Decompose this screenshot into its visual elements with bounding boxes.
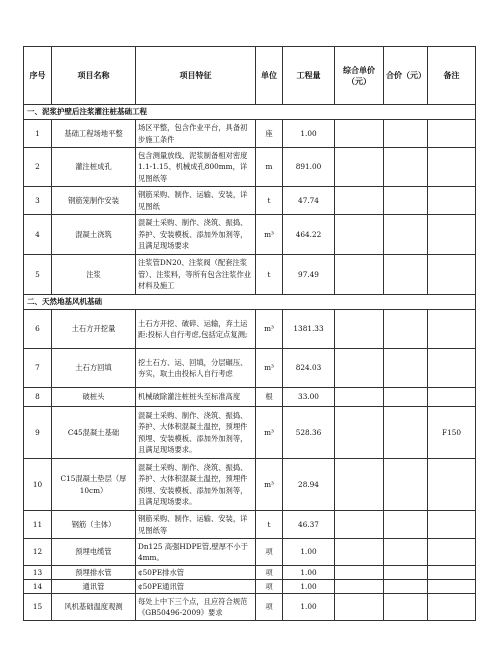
row-unit-price	[335, 148, 384, 187]
row-name: 预埋电缆管	[52, 539, 136, 566]
row-unit: 项	[256, 594, 283, 621]
row-unit-price	[335, 566, 384, 580]
header-unit: 单位	[256, 47, 283, 105]
row-no: 4	[24, 215, 52, 255]
table-row	[24, 594, 476, 621]
table-row	[24, 349, 476, 388]
row-unit: m³	[256, 349, 283, 388]
row-name: 灌注桩成孔	[52, 148, 136, 187]
row-feature: 土石方开挖、破碎、运输，弃土运距:投标人自行考虑,包括定点复测;	[136, 310, 256, 349]
row-total	[384, 310, 428, 349]
section-row	[24, 295, 476, 310]
row-feature: 挖土石方、运、回填，分层碾压、夯实，取土由投标人自行考虑	[136, 349, 256, 388]
row-qty: 1381.33	[283, 310, 335, 349]
row-qty: 1.00	[283, 594, 335, 621]
row-name: 风机基础温度观测	[52, 594, 136, 621]
section-title: 二、天然地基风机基础	[24, 295, 476, 310]
row-no: 13	[24, 566, 52, 580]
row-total	[384, 594, 428, 621]
row-remark	[428, 148, 476, 187]
row-feature: 混凝土采购、制作、浇筑、振捣、养护、大体积混凝土温控，预埋件预埋、安装模板、添加外加剂等，且满足现场要求。	[136, 459, 256, 511]
row-no: 9	[24, 407, 52, 459]
row-remark	[428, 566, 476, 580]
table-row	[24, 215, 476, 255]
row-unit-price	[335, 215, 384, 255]
row-name: C15混凝土垫层（厚10cm）	[52, 459, 136, 511]
row-unit: t	[256, 255, 283, 295]
row-feature: 钢筋采购、制作、运输、安装，详见图纸	[136, 187, 256, 215]
row-unit: 根	[256, 388, 283, 407]
row-unit: 项	[256, 566, 283, 580]
table-row	[24, 310, 476, 349]
row-total	[384, 566, 428, 580]
row-remark	[428, 580, 476, 594]
row-no: 12	[24, 539, 52, 566]
row-unit-price	[335, 594, 384, 621]
row-total	[384, 580, 428, 594]
row-unit: m³	[256, 215, 283, 255]
row-qty: 528.36	[283, 407, 335, 459]
row-no: 1	[24, 120, 52, 148]
row-total	[384, 187, 428, 215]
row-qty: 28.94	[283, 459, 335, 511]
section-title: 一、泥浆护壁后注浆灌注桩基础工程	[24, 105, 476, 120]
header-feature: 项目特征	[136, 47, 256, 105]
row-name: 土石方开挖量	[52, 310, 136, 349]
row-name: 注浆	[52, 255, 136, 295]
row-feature: ¢50PE排水管	[136, 566, 256, 580]
row-feature: 混凝土采购、制作、浇筑、振捣、养护、大体积混凝土温控，预埋件预埋、安装模板、添加外加剂等，且满足现场要求。	[136, 407, 256, 459]
row-total	[384, 148, 428, 187]
row-remark	[428, 539, 476, 566]
row-no: 8	[24, 388, 52, 407]
header-no: 序号	[24, 47, 52, 105]
row-unit-price	[335, 187, 384, 215]
row-total	[384, 539, 428, 566]
row-no: 5	[24, 255, 52, 295]
row-unit-price	[335, 407, 384, 459]
table-row	[24, 187, 476, 215]
row-no: 3	[24, 187, 52, 215]
row-no: 7	[24, 349, 52, 388]
row-name: 预埋排水管	[52, 566, 136, 580]
row-feature: 机械破除灌注桩桩头至标准高度	[136, 388, 256, 407]
row-name: 通讯管	[52, 580, 136, 594]
table-row	[24, 255, 476, 295]
row-unit: t	[256, 187, 283, 215]
row-total	[384, 349, 428, 388]
row-remark: F150	[428, 407, 476, 459]
header-qty: 工程量	[283, 47, 335, 105]
row-unit-price	[335, 580, 384, 594]
row-feature: 每处上中下三个点，且应符合规范《GB50496-2009》要求	[136, 594, 256, 621]
row-unit-price	[335, 120, 384, 148]
row-remark	[428, 255, 476, 295]
row-unit-price	[335, 388, 384, 407]
row-remark	[428, 349, 476, 388]
row-remark	[428, 187, 476, 215]
row-name: 破桩头	[52, 388, 136, 407]
row-no: 11	[24, 511, 52, 539]
row-qty: 47.74	[283, 187, 335, 215]
row-feature: ¢50PE通讯管	[136, 580, 256, 594]
row-qty: 1.00	[283, 580, 335, 594]
row-feature: 场区平整，包含作业平台，具备初步施工条件	[136, 120, 256, 148]
row-remark	[428, 594, 476, 621]
row-total	[384, 215, 428, 255]
row-remark	[428, 310, 476, 349]
row-name: 基础工程场地平整	[52, 120, 136, 148]
header-remark: 备注	[428, 47, 476, 105]
row-unit-price	[335, 511, 384, 539]
row-qty: 824.03	[283, 349, 335, 388]
row-remark	[428, 459, 476, 511]
table-row	[24, 148, 476, 187]
header-unit-price: 综合单价（元）	[335, 47, 384, 105]
row-total	[384, 459, 428, 511]
row-unit-price	[335, 255, 384, 295]
row-qty: 1.00	[283, 120, 335, 148]
table-header-row	[24, 47, 476, 105]
table-row	[24, 120, 476, 148]
table-row	[24, 511, 476, 539]
row-total	[384, 511, 428, 539]
row-no: 15	[24, 594, 52, 621]
header-name: 项目名称	[52, 47, 136, 105]
row-no: 10	[24, 459, 52, 511]
table-row	[24, 539, 476, 566]
row-feature: 注浆管DN20、注浆阀（配套注浆管）、注浆料，等所有包含注浆作业材料及施工	[136, 255, 256, 295]
row-remark	[428, 120, 476, 148]
row-no: 14	[24, 580, 52, 594]
row-remark	[428, 215, 476, 255]
row-unit: m³	[256, 407, 283, 459]
row-name: 混凝土浇筑	[52, 215, 136, 255]
row-name: 土石方回填	[52, 349, 136, 388]
row-total	[384, 407, 428, 459]
row-unit-price	[335, 310, 384, 349]
row-unit: m³	[256, 459, 283, 511]
table-row	[24, 580, 476, 594]
row-qty: 46.37	[283, 511, 335, 539]
row-qty: 1.00	[283, 539, 335, 566]
row-name: 钢筋笼制作安装	[52, 187, 136, 215]
row-feature: 钢筋采购、制作、运输、安装，详见图纸等	[136, 511, 256, 539]
header-total: 合价（元）	[384, 47, 428, 105]
row-qty: 1.00	[283, 566, 335, 580]
row-remark	[428, 388, 476, 407]
row-unit: t	[256, 511, 283, 539]
row-total	[384, 388, 428, 407]
row-no: 2	[24, 148, 52, 187]
table-row	[24, 459, 476, 511]
row-name: C45混凝土基础	[52, 407, 136, 459]
row-feature: 包含测量放线、泥浆制备相对密度1.1-1.15、机械成孔800mm，详见图纸等	[136, 148, 256, 187]
row-unit: 座	[256, 120, 283, 148]
row-remark	[428, 511, 476, 539]
row-qty: 33.00	[283, 388, 335, 407]
row-name: 钢筋（主体）	[52, 511, 136, 539]
table-row	[24, 388, 476, 407]
row-unit: 项	[256, 539, 283, 566]
row-qty: 97.49	[283, 255, 335, 295]
bill-of-quantities-table	[23, 46, 476, 621]
row-unit: 项	[256, 580, 283, 594]
row-feature: 混凝土采购、制作、浇筑、振捣、养护、安装模板、添加外加剂等，且满足现场要求	[136, 215, 256, 255]
row-unit-price	[335, 459, 384, 511]
section-row	[24, 105, 476, 120]
row-unit-price	[335, 349, 384, 388]
row-qty: 464.22	[283, 215, 335, 255]
row-total	[384, 120, 428, 148]
row-unit-price	[335, 539, 384, 566]
table-row	[24, 566, 476, 580]
row-feature: Dn125 高强HDPE管,壁厚不小于4mm。	[136, 539, 256, 566]
row-no: 6	[24, 310, 52, 349]
row-unit: m³	[256, 310, 283, 349]
row-unit: m	[256, 148, 283, 187]
row-total	[384, 255, 428, 295]
table-row	[24, 407, 476, 459]
row-qty: 891.00	[283, 148, 335, 187]
